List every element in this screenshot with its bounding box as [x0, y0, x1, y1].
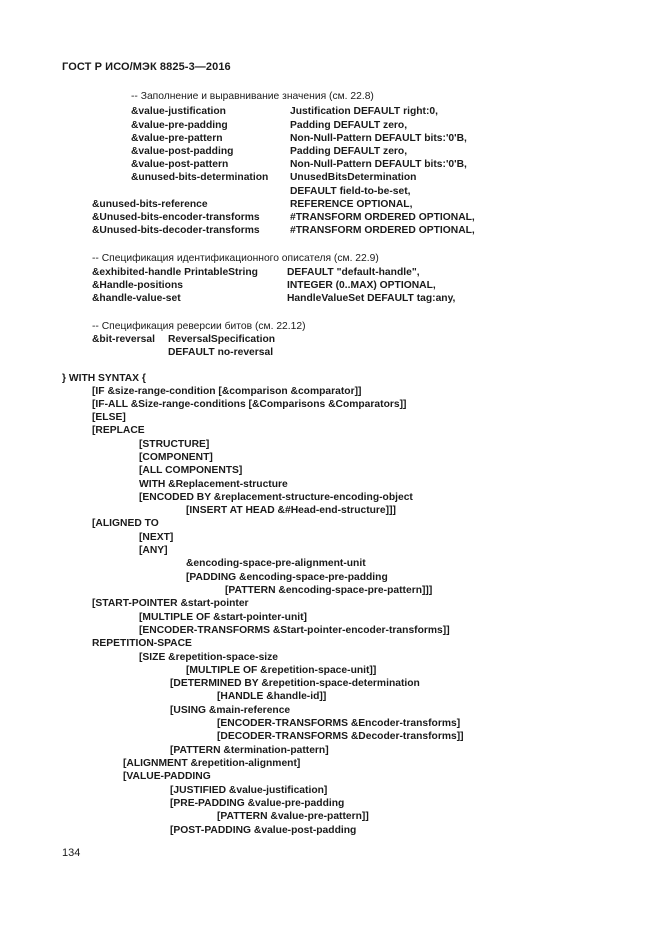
syntax-line: [MULTIPLE OF &start-pointer-unit] — [139, 612, 307, 623]
field-name: &Unused-bits-encoder-transforms — [92, 212, 260, 223]
syntax-line: [SIZE &repetition-space-size — [139, 652, 279, 663]
syntax-line: [POST-PADDING &value-post-padding — [170, 825, 357, 836]
field-name: &unused-bits-reference — [92, 199, 208, 210]
syntax-line: [PATTERN &termination-pattern] — [170, 745, 329, 756]
syntax-line: [INSERT AT HEAD &#Head-end-structure]]] — [186, 505, 396, 516]
syntax-line: [STRUCTURE] — [139, 439, 210, 450]
field-name: &unused-bits-determination — [131, 172, 269, 183]
syntax-line: [USING &main-reference — [170, 705, 291, 716]
page-number: 134 — [62, 847, 81, 859]
syntax-line: [ANY] — [139, 545, 168, 556]
syntax-line: REPETITION-SPACE — [92, 638, 192, 649]
field-name: &value-post-padding — [131, 146, 234, 157]
field-name: &Unused-bits-decoder-transforms — [92, 225, 260, 236]
field-type: INTEGER (0..MAX) OPTIONAL, — [287, 280, 436, 291]
field-type: DEFAULT "default-handle", — [287, 267, 420, 278]
field-type: DEFAULT no-reversal — [168, 347, 274, 358]
syntax-line: [START-POINTER &start-pointer — [92, 598, 249, 609]
syntax-line: [ALIGNMENT &repetition-alignment] — [123, 758, 301, 769]
comment-line: -- Спецификация идентификационного описателя (см. 22.9) — [92, 253, 379, 264]
field-name: &value-pre-pattern — [131, 133, 223, 144]
syntax-line: [ALL COMPONENTS] — [139, 465, 243, 476]
field-type: UnusedBitsDetermination — [290, 172, 417, 183]
syntax-line: [PRE-PADDING &value-pre-padding — [170, 798, 345, 809]
syntax-line: [VALUE-PADDING — [123, 771, 211, 782]
syntax-line: [DETERMINED BY &repetition-space-determination — [170, 678, 420, 689]
comment-line: -- Спецификация реверсии битов (см. 22.12) — [92, 321, 306, 332]
field-type: DEFAULT field-to-be-set, — [290, 186, 411, 197]
syntax-line: [IF &size-range-condition [&comparison &comparator]] — [92, 386, 362, 397]
comment-line: -- Заполнение и выравнивание значения (см. 22.8) — [131, 91, 374, 102]
syntax-line: [DECODER-TRANSFORMS &Decoder-transforms]] — [217, 731, 464, 742]
field-type: Padding DEFAULT zero, — [290, 146, 408, 157]
field-name: &Handle-positions — [92, 280, 183, 291]
syntax-line: WITH &Replacement-structure — [139, 479, 288, 490]
field-type: Padding DEFAULT zero, — [290, 120, 408, 131]
syntax-line: [JUSTIFIED &value-justification] — [170, 785, 328, 796]
syntax-line: [ENCODER-TRANSFORMS &Start-pointer-encoder-transforms]] — [139, 625, 450, 636]
field-type: Non-Null-Pattern DEFAULT bits:'0'B, — [290, 159, 467, 170]
syntax-line: [ELSE] — [92, 412, 126, 423]
syntax-header: } WITH SYNTAX { — [62, 373, 146, 384]
field-name: &bit-reversal — [92, 334, 155, 345]
field-name: &handle-value-set — [92, 293, 181, 304]
field-type: Justification DEFAULT right:0, — [290, 106, 438, 117]
syntax-line: [HANDLE &handle-id]] — [217, 691, 327, 702]
field-type: #TRANSFORM ORDERED OPTIONAL, — [290, 212, 475, 223]
syntax-line: [REPLACE — [92, 425, 145, 436]
field-type: #TRANSFORM ORDERED OPTIONAL, — [290, 225, 475, 236]
field-name: &value-pre-padding — [131, 120, 228, 131]
syntax-line: [IF-ALL &Size-range-conditions [&Comparisons &Comparators]] — [92, 399, 407, 410]
syntax-line: [ALIGNED TO — [92, 518, 159, 529]
syntax-line: &encoding-space-pre-alignment-unit — [186, 558, 366, 569]
syntax-line: [ENCODED BY &replacement-structure-encoding-object — [139, 492, 413, 503]
field-name: &exhibited-handle PrintableString — [92, 267, 258, 278]
syntax-line: [PATTERN &value-pre-pattern]] — [217, 811, 369, 822]
syntax-line: [NEXT] — [139, 532, 174, 543]
syntax-line: [COMPONENT] — [139, 452, 213, 463]
field-name: &value-justification — [131, 106, 226, 117]
syntax-line: [MULTIPLE OF &repetition-space-unit]] — [186, 665, 377, 676]
field-type: Non-Null-Pattern DEFAULT bits:'0'B, — [290, 133, 467, 144]
field-type: HandleValueSet DEFAULT tag:any, — [287, 293, 456, 304]
syntax-line: [PATTERN &encoding-space-pre-pattern]]] — [225, 585, 433, 596]
field-type: REFERENCE OPTIONAL, — [290, 199, 413, 210]
syntax-line: [ENCODER-TRANSFORMS &Encoder-transforms] — [217, 718, 461, 729]
page-header-title: ГОСТ Р ИСО/МЭК 8825-3—2016 — [62, 61, 231, 73]
syntax-line: [PADDING &encoding-space-pre-padding — [186, 572, 388, 583]
field-name: &value-post-pattern — [131, 159, 229, 170]
field-type: ReversalSpecification — [168, 334, 276, 345]
